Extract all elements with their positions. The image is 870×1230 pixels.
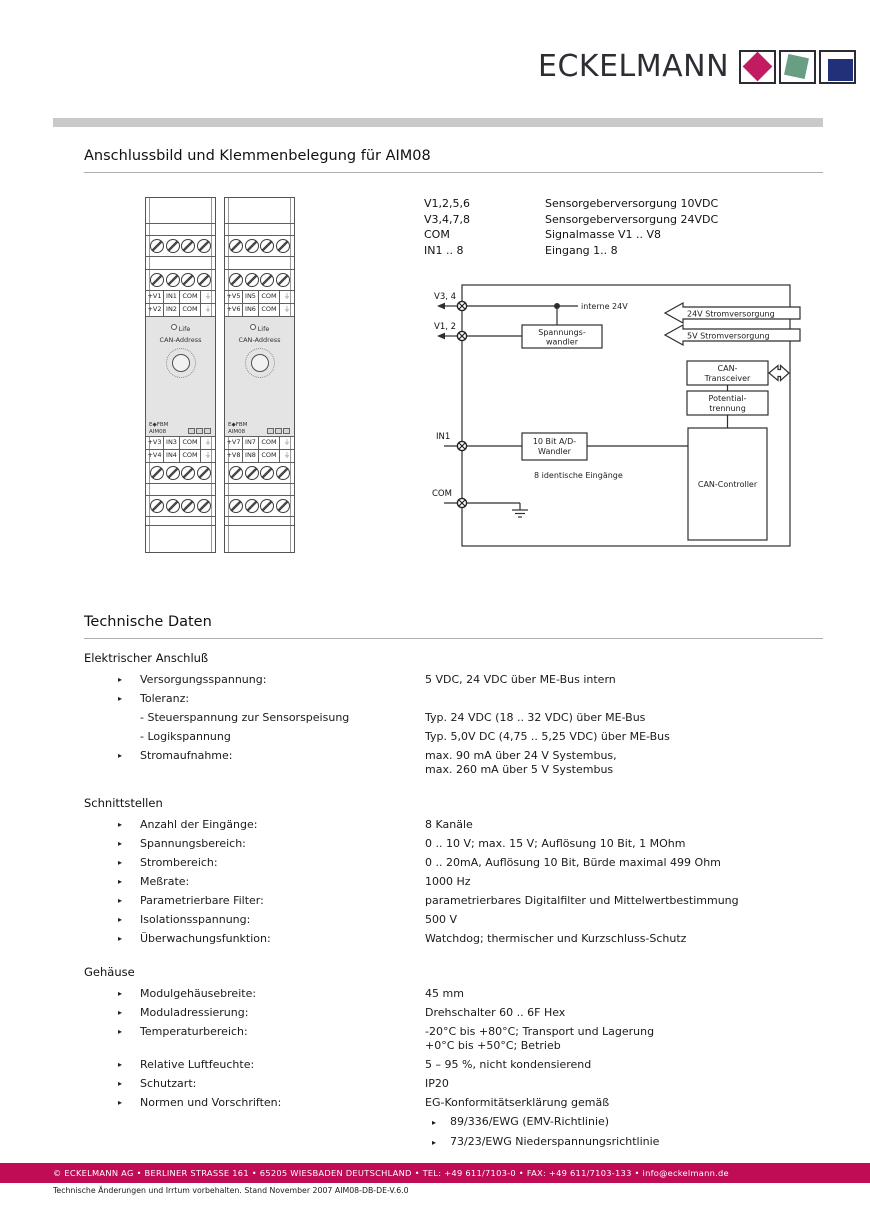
spec-row <box>84 1077 824 1091</box>
terminal-label: IN4 <box>163 449 179 462</box>
arrow-left-icon <box>437 333 445 340</box>
screw-terminal-icon <box>229 239 243 253</box>
screw-terminal-icon <box>260 239 274 253</box>
spec-label: Normen und Vorschriften: <box>140 1096 282 1109</box>
screw-terminal-icon <box>276 466 290 480</box>
can-controller-label: CAN-Controller <box>697 480 758 489</box>
legend-term: COM <box>424 228 450 241</box>
module-blank <box>146 224 215 236</box>
screw-terminal-icon <box>181 239 195 253</box>
screw-terminal-row <box>225 236 294 257</box>
spec-bullet-icon: ▸ <box>118 934 123 943</box>
screw-terminal-icon <box>260 499 274 513</box>
can-transceiver-label: CAN- <box>717 364 738 373</box>
spec-bullet-icon <box>118 711 140 725</box>
terminal-label: COM <box>258 437 279 449</box>
terminal-label: IN3 <box>163 437 179 449</box>
page-title: Anschlussbild und Klemmenbelegung für AIM08 <box>84 147 823 173</box>
connector-block-icon <box>283 428 290 434</box>
spec-label: Versorgungsspannung: <box>140 673 267 686</box>
module-name: AIM08 <box>149 428 167 435</box>
in1-label: IN1 <box>436 432 451 442</box>
spec-value <box>425 1006 824 1020</box>
screw-terminal-icon <box>197 499 211 513</box>
v12-label: V1, 2 <box>434 322 457 332</box>
terminal-module <box>224 197 295 553</box>
terminal-label-grid <box>225 437 294 463</box>
screw-terminal-icon <box>229 273 243 287</box>
screw-terminal-icon <box>150 466 164 480</box>
screw-terminal-icon <box>276 239 290 253</box>
tech-subsection-heading: Gehäuse <box>84 965 135 979</box>
screw-terminal-icon <box>260 273 274 287</box>
spec-value <box>425 818 824 832</box>
spec-value-line: 500 V <box>425 913 458 926</box>
screw-terminal-row <box>146 236 215 257</box>
screw-terminal-icon <box>260 466 274 480</box>
spec-value-line: 45 mm <box>425 987 464 1000</box>
screw-terminal-icon <box>166 273 180 287</box>
spec-row <box>84 711 824 725</box>
spec-value <box>425 932 824 946</box>
module-blank <box>225 517 294 526</box>
spec-bullet-icon: ▸ <box>118 915 123 924</box>
spec-label: Relative Luftfeuchte: <box>140 1058 255 1071</box>
eckelmann-logo <box>538 50 856 84</box>
terminal-label: COM <box>179 303 200 316</box>
life-text: Life <box>178 325 191 333</box>
spec-label: Schutzart: <box>140 1077 197 1090</box>
terminal-label: +V2 <box>146 303 163 316</box>
spec-value-line: 0 .. 20mA, Auflösung 10 Bit, Bürde maximal 499 Ohm <box>425 856 721 869</box>
terminal-label: +V1 <box>147 292 162 300</box>
terminal-label: +V6 <box>225 303 242 316</box>
terminal-label: IN6 <box>242 303 258 316</box>
module-name: AIM08 <box>228 428 246 435</box>
screw-terminal-icon <box>181 273 195 287</box>
rotary-knob <box>251 354 269 372</box>
spec-label: Isolationsspannung: <box>140 913 251 926</box>
spec-bullet-icon: ▸ <box>432 1138 437 1147</box>
module-blank <box>146 257 215 270</box>
connector-blocks <box>266 428 290 434</box>
life-text: Life <box>257 325 270 333</box>
spec-bullet-icon: ▸ <box>118 896 123 905</box>
spec-bullet-icon <box>118 730 140 744</box>
legend-term: V3,4,7,8 <box>424 212 471 226</box>
spec-label: - Steuerspannung zur Sensorspeisung <box>140 711 350 724</box>
module-blank <box>225 526 294 552</box>
spec-spacer <box>118 1135 140 1150</box>
spec-bullet-icon: ▸ <box>118 989 123 998</box>
terminal-label: COM <box>258 291 279 303</box>
arrow-left-icon <box>437 303 445 310</box>
v34-label: V3, 4 <box>434 292 457 302</box>
ground-icon: ⏚ <box>200 291 215 303</box>
spec-row <box>84 987 824 1001</box>
spec-value-line: Typ. 5,0V DC (4,75 .. 5,25 VDC) über ME-Bus <box>425 730 670 743</box>
spec-row <box>84 818 824 832</box>
connector-block-icon <box>196 428 203 434</box>
spec-row <box>84 1058 824 1072</box>
24v-supply-label: 24V Stromversorgung <box>687 309 775 319</box>
screw-terminal-row <box>225 496 294 517</box>
legend-term: IN1 .. 8 <box>424 243 464 257</box>
logo-wordmark: ECKELMANN <box>538 49 730 84</box>
spec-row <box>84 875 824 889</box>
spec-value <box>425 1115 824 1130</box>
can-address-rotary-switch <box>245 348 275 378</box>
tech-subsection-heading: Schnittstellen <box>84 796 163 810</box>
potentialtrennung-label: Potential- <box>708 394 747 403</box>
legend-row <box>424 196 718 212</box>
legend-desc: Eingang 1.. 8 <box>545 243 618 257</box>
terminal-label: IN7 <box>242 437 258 449</box>
spec-spacer <box>140 1135 425 1150</box>
legend-row <box>424 243 718 259</box>
screw-terminal-icon <box>150 499 164 513</box>
terminal-label: IN8 <box>242 449 258 462</box>
spec-subrow <box>84 1135 824 1150</box>
connector-block-icon <box>204 428 211 434</box>
spec-label: Modulgehäusebreite: <box>140 987 257 1000</box>
tech-section <box>84 651 824 777</box>
spec-value <box>425 730 824 744</box>
terminal-label: COM <box>258 449 279 462</box>
spec-value <box>425 894 824 908</box>
spec-bullet-icon: ▸ <box>118 675 123 684</box>
spec-row <box>84 730 824 744</box>
spec-value-line: IP20 <box>425 1077 449 1090</box>
connector-block-icon <box>267 428 274 434</box>
terminal-label: +V7 <box>226 438 241 446</box>
spec-value-line: 0 .. 10 V; max. 15 V; Auflösung 10 Bit, 1 MOhm <box>425 837 686 850</box>
module-blank <box>146 526 215 552</box>
logo-squares <box>736 50 856 84</box>
module-face <box>146 317 215 437</box>
spec-spacer <box>140 1115 425 1130</box>
screw-terminal-icon <box>181 466 195 480</box>
legend-desc: Sensorgeberversorgung 24VDC <box>545 212 719 226</box>
ground-icon: ⏚ <box>279 303 294 316</box>
spec-value-line: 73/23/EWG Niederspannungsrichtlinie <box>450 1135 660 1148</box>
footer-address-bar: © ECKELMANN AG • BERLINER STRASSE 161 • 65205 WIESBADEN DEUTSCHLAND • TEL: +49 611/7103-0 • FAX: +49 611/7103-133 • info@eckelmann.de <box>0 1163 870 1183</box>
terminal-label: IN1 <box>163 291 179 303</box>
spec-value-line: 89/336/EWG (EMV-Richtlinie) <box>450 1115 610 1128</box>
ground-icon: ⏚ <box>279 449 294 462</box>
legend-desc: Sensorgeberversorgung 10VDC <box>545 197 719 210</box>
screw-terminal-icon <box>229 499 243 513</box>
connector-blocks <box>187 428 211 434</box>
footer-revision-note: Technische Änderungen und Irrtum vorbehalten. Stand November 2007 AIM08-DB-DE-V.6.0 <box>53 1186 409 1195</box>
spec-spacer <box>118 1115 140 1130</box>
connector-block-icon <box>188 428 195 434</box>
spec-row <box>84 1006 824 1020</box>
legend-row <box>424 227 718 243</box>
spec-subrow <box>84 1115 824 1130</box>
terminal-label-grid <box>225 291 294 317</box>
spec-label: Strombereich: <box>140 856 218 869</box>
terminal-label: +V4 <box>146 449 163 462</box>
module-blank <box>146 484 215 496</box>
terminal-label: +V8 <box>225 449 242 462</box>
spec-value-line: Typ. 24 VDC (18 .. 32 VDC) über ME-Bus <box>425 711 646 724</box>
spec-bullet-icon: ▸ <box>118 1079 123 1088</box>
screw-terminal-icon <box>197 466 211 480</box>
terminal-label: COM <box>258 303 279 316</box>
spec-label: Überwachungsfunktion: <box>140 932 271 945</box>
interne-24v-label: interne 24V <box>581 302 628 311</box>
terminal-label: +V5 <box>226 292 241 300</box>
ad-wandler-label: Wandler <box>538 447 571 456</box>
screw-terminal-icon <box>150 273 164 287</box>
spec-label: Toleranz: <box>140 692 190 705</box>
screw-terminal-icon <box>245 239 259 253</box>
spec-value <box>425 673 824 687</box>
screw-terminal-icon <box>245 466 259 480</box>
spec-row <box>84 673 824 687</box>
screw-terminal-icon <box>197 273 211 287</box>
legend-row <box>424 212 718 228</box>
terminal-label: COM <box>179 291 200 303</box>
spec-value-line: 8 Kanäle <box>425 818 473 831</box>
spec-value <box>425 856 824 870</box>
spec-value-line: 1000 Hz <box>425 875 471 888</box>
eight-inputs-note: 8 identische Eingänge <box>534 471 623 480</box>
potentialtrennung-label: trennung <box>709 404 746 413</box>
spec-row <box>84 913 824 927</box>
spec-label: Moduladressierung: <box>140 1006 249 1019</box>
ground-icon: ⏚ <box>200 437 215 449</box>
screw-terminal-row <box>225 270 294 291</box>
screw-terminal-row <box>225 463 294 484</box>
can-transceiver-label: Transceiver <box>704 374 751 383</box>
spec-value <box>425 711 824 725</box>
tech-section <box>84 965 824 1150</box>
logo-red-diamond-icon <box>739 50 776 84</box>
tech-subsection-heading: Elektrischer Anschluß <box>84 651 209 665</box>
terminal-module <box>145 197 216 553</box>
spec-bullet-icon: ▸ <box>432 1118 437 1127</box>
com-label: COM <box>432 489 452 499</box>
spec-bullet-icon: ▸ <box>118 820 123 829</box>
screw-terminal-icon <box>229 466 243 480</box>
module-blank <box>225 484 294 496</box>
spec-row <box>84 1096 824 1110</box>
screw-terminal-icon <box>166 466 180 480</box>
tech-data-title: Technische Daten <box>84 613 823 639</box>
spec-bullet-icon: ▸ <box>118 694 123 703</box>
ground-icon: ⏚ <box>200 449 215 462</box>
connector-block-icon <box>275 428 282 434</box>
screw-terminal-icon <box>276 273 290 287</box>
spec-row <box>84 749 824 777</box>
spec-label: Parametrierbare Filter: <box>140 894 264 907</box>
tech-section <box>84 796 824 946</box>
screw-terminal-icon <box>181 499 195 513</box>
spec-row <box>84 1025 824 1053</box>
terminal-legend <box>424 196 718 258</box>
screw-terminal-icon <box>150 239 164 253</box>
spec-value <box>425 1096 824 1110</box>
screw-terminal-icon <box>276 499 290 513</box>
legend-term: V1,2,5,6 <box>424 197 471 210</box>
spec-row <box>84 692 824 706</box>
brand-name: E◆FBM <box>149 422 169 428</box>
module-blank <box>225 224 294 236</box>
spec-value-line: Watchdog; thermischer und Kurzschluss-Schutz <box>425 932 687 945</box>
terminal-module-figure <box>145 197 295 553</box>
life-led-label <box>146 324 215 333</box>
module-brand <box>149 422 168 435</box>
ground-icon: ⏚ <box>279 437 294 449</box>
module-blank <box>225 257 294 270</box>
5v-supply-label: 5V Stromversorgung <box>687 331 770 341</box>
spec-bullet-icon: ▸ <box>118 1060 123 1069</box>
spec-value-line: max. 90 mA über 24 V Systembus, <box>425 749 617 762</box>
spec-label: Spannungsbereich: <box>140 837 246 850</box>
rotary-knob <box>172 354 190 372</box>
spec-label: Meßrate: <box>140 875 190 888</box>
spec-value <box>425 1135 824 1150</box>
module-brand <box>228 422 247 435</box>
spec-row <box>84 837 824 851</box>
life-led-icon <box>171 324 177 330</box>
spannungswandler-label: wandler <box>545 337 579 347</box>
block-diagram <box>430 281 802 557</box>
spec-bullet-icon: ▸ <box>118 751 123 760</box>
screw-terminal-row <box>146 270 215 291</box>
module-blank <box>146 198 215 224</box>
terminal-label: IN2 <box>163 303 179 316</box>
brand-name: E◆FBM <box>228 422 248 428</box>
ad-wandler-label: 10 Bit A/D- <box>532 437 577 446</box>
screw-terminal-icon <box>245 499 259 513</box>
spec-value <box>425 1077 824 1091</box>
terminal-label: COM <box>179 437 200 449</box>
logo-blue-square-icon <box>819 50 856 84</box>
spec-value <box>425 913 824 927</box>
spec-row <box>84 932 824 946</box>
terminal-label: IN5 <box>242 291 258 303</box>
spec-value-line: EG-Konformitätserklärung gemäß <box>425 1096 610 1109</box>
terminal-label: +V3 <box>147 438 162 446</box>
spec-value-line: -20°C bis +80°C; Transport und Lagerung <box>425 1025 655 1038</box>
spec-bullet-icon: ▸ <box>118 1027 123 1036</box>
tech-data-sections <box>84 651 824 1155</box>
spec-value <box>425 875 824 889</box>
screw-terminal-icon <box>245 273 259 287</box>
module-face <box>225 317 294 437</box>
spec-value-line: Drehschalter 60 .. 6F Hex <box>425 1006 566 1019</box>
screw-terminal-icon <box>166 239 180 253</box>
spec-label: - Logikspannung <box>140 730 231 743</box>
spec-row <box>84 856 824 870</box>
spec-value <box>425 1025 824 1053</box>
spec-value-line: 5 VDC, 24 VDC über ME-Bus intern <box>425 673 616 686</box>
screw-terminal-row <box>146 463 215 484</box>
spec-bullet-icon: ▸ <box>118 839 123 848</box>
spannungswandler-label: Spannungs- <box>538 328 586 337</box>
screw-terminal-row <box>146 496 215 517</box>
spec-label: Anzahl der Eingänge: <box>140 818 258 831</box>
screw-terminal-icon <box>197 239 211 253</box>
spec-value <box>425 749 824 777</box>
spec-value-line: +0°C bis +50°C; Betrieb <box>425 1039 561 1052</box>
spec-value <box>425 1058 824 1072</box>
ground-icon: ⏚ <box>279 291 294 303</box>
can-address-label: CAN-Address <box>238 336 281 344</box>
spec-value <box>425 837 824 851</box>
gray-divider-bar <box>53 118 823 127</box>
terminal-label-grid <box>146 437 215 463</box>
ground-icon: ⏚ <box>200 303 215 316</box>
spec-bullet-icon: ▸ <box>118 1008 123 1017</box>
spec-bullet-icon: ▸ <box>118 1098 123 1107</box>
spec-bullet-icon: ▸ <box>118 858 123 867</box>
terminal-label-grid <box>146 291 215 317</box>
can-address-label: CAN-Address <box>159 336 202 344</box>
logo-green-square-icon <box>779 50 816 84</box>
spec-value-line: max. 260 mA über 5 V Systembus <box>425 763 614 776</box>
can-address-rotary-switch <box>166 348 196 378</box>
module-blank <box>225 198 294 224</box>
spec-value <box>425 692 824 706</box>
spec-label: Temperaturbereich: <box>140 1025 248 1038</box>
spec-value <box>425 987 824 1001</box>
life-led-icon <box>250 324 256 330</box>
legend-desc: Signalmasse V1 .. V8 <box>545 228 662 241</box>
screw-terminal-icon <box>166 499 180 513</box>
spec-value-line: parametrierbares Digitalfilter und Mittelwertbestimmung <box>425 894 739 907</box>
spec-value-line: 5 – 95 %, nicht kondensierend <box>425 1058 592 1071</box>
spec-row <box>84 894 824 908</box>
terminal-label: COM <box>179 449 200 462</box>
spec-bullet-icon: ▸ <box>118 877 123 886</box>
module-blank <box>146 517 215 526</box>
life-led-label <box>225 324 294 333</box>
spec-label: Stromaufnahme: <box>140 749 233 762</box>
